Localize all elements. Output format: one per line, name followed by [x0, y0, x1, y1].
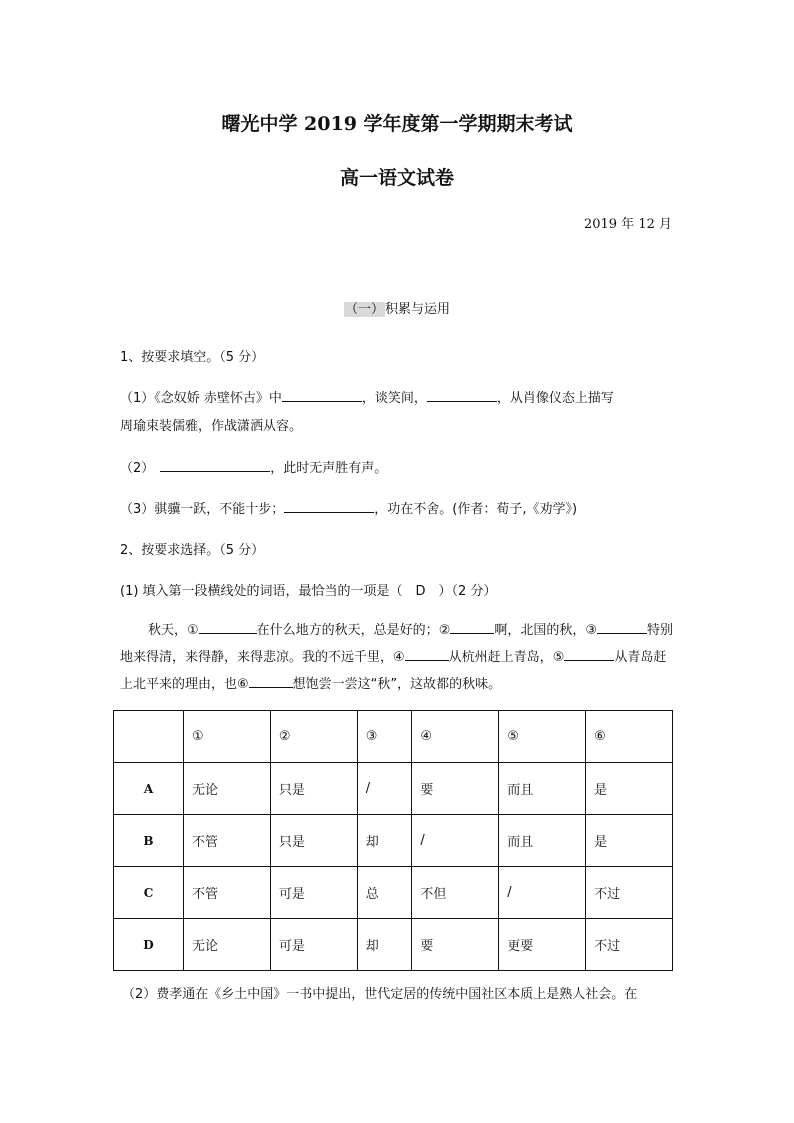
table-cell: 却: [357, 815, 412, 867]
q2-sub2: （2）费孝通在《乡土中国》一书中提出，世代定居的传统中国社区本质上是熟人社会。在: [122, 987, 638, 1002]
table-cell: ④: [412, 711, 499, 763]
table-cell: 只是: [270, 815, 357, 867]
options-table: [113, 710, 673, 971]
table-cell: ⑤: [499, 711, 586, 763]
table-cell: 不过: [586, 919, 673, 971]
table-row-a: [114, 763, 673, 815]
table-cell: /: [499, 867, 586, 919]
table-cell: 无论: [184, 763, 271, 815]
answer-blank[interactable]: [427, 387, 497, 402]
table-cell: ②: [270, 711, 357, 763]
table-cell: /: [412, 815, 499, 867]
answer-blank[interactable]: [160, 457, 270, 472]
passage-text: 啊，北国的秋，: [494, 623, 586, 638]
table-row-c: [114, 867, 673, 919]
table-cell: 不但: [412, 867, 499, 919]
table-cell: 更要: [499, 919, 586, 971]
passage-blank[interactable]: [564, 646, 614, 661]
q1-item1-text-a: （1）《念奴娇 赤壁怀古》中: [120, 391, 282, 406]
section-heading: [0, 298, 794, 317]
section-number: （一）: [344, 302, 384, 317]
q2-sub1: (1) 填入第一段横线处的词语，最恰当的一项是（ D ）（2 分）: [120, 584, 497, 599]
q1-item1-line2: 周瑜束装儒雅，作战潇洒从容。: [120, 419, 303, 434]
marker-4: ④: [393, 650, 405, 665]
table-row-b: [114, 815, 673, 867]
table-cell: 无论: [184, 919, 271, 971]
table-row-d: [114, 919, 673, 971]
table-cell: 却: [357, 919, 412, 971]
table-cell: ①: [184, 711, 271, 763]
table-cell: 是: [586, 763, 673, 815]
table-cell: 只是: [270, 763, 357, 815]
table-cell: ③: [357, 711, 412, 763]
table-cell: /: [357, 763, 412, 815]
passage: [120, 617, 675, 698]
passage-blank[interactable]: [597, 619, 647, 634]
table-cell: 不过: [586, 867, 673, 919]
q1-item1: [120, 387, 675, 406]
table-cell: 要: [412, 763, 499, 815]
q1-heading: 1、按要求填空。（5 分）: [120, 350, 265, 365]
passage-blank[interactable]: [199, 619, 257, 634]
q1-item2-suffix: ，此时无声胜有声。: [270, 461, 388, 476]
table-cell: 是: [586, 815, 673, 867]
answer-blank[interactable]: [284, 498, 374, 513]
q1-item1-text-b: ，谈笑间，: [361, 391, 427, 406]
answer-blank[interactable]: [282, 387, 362, 402]
q1-item3: [120, 498, 675, 517]
marker-2: ②: [438, 623, 451, 638]
table-cell: 可是: [270, 867, 357, 919]
passage-blank[interactable]: [249, 673, 293, 688]
passage-text: 想饱尝一尝这“秋”，这故都的秋味。: [292, 677, 502, 692]
passage-text: 从杭州赶上青岛，: [448, 650, 553, 665]
passage-blank[interactable]: [450, 619, 494, 634]
passage-text: 特别地来得清，来得静，来得悲凉。我的不远千里，: [120, 623, 674, 665]
section-title: 积累与运用: [385, 302, 451, 317]
table-cell: 不管: [184, 815, 271, 867]
exam-title: 曙光中学 2019 学年度第一学期期末考试: [221, 113, 573, 135]
option-label: B: [114, 815, 184, 867]
passage-text: 秋天，: [148, 623, 188, 638]
marker-5: ⑤: [552, 650, 565, 665]
q1-item2-prefix: （2）: [120, 461, 155, 476]
table-cell: 总: [357, 867, 412, 919]
table-cell: 而且: [499, 815, 586, 867]
marker-6: ⑥: [237, 677, 249, 692]
table-cell: 要: [412, 919, 499, 971]
table-header-row: [114, 711, 673, 763]
table-cell: 不管: [184, 867, 271, 919]
option-label: C: [114, 867, 184, 919]
passage-blank[interactable]: [405, 646, 449, 661]
q1-item1-text-c: ，从肖像仪态上描写: [496, 391, 614, 406]
exam-date: 2019 年 12 月: [583, 217, 672, 232]
option-label: D: [114, 919, 184, 971]
q2-heading: 2、按要求选择。（5 分）: [120, 543, 265, 558]
marker-3: ③: [585, 623, 598, 638]
passage-text: 从青岛赶上北平来的理由，也: [120, 650, 667, 692]
q1-item3-text-a: （3）骐骥一跃，不能十步；: [120, 502, 285, 517]
passage-text: 在什么地方的秋天，总是好的；: [256, 623, 439, 638]
exam-subtitle: 高一语文试卷: [339, 167, 454, 189]
table-cell: 而且: [499, 763, 586, 815]
q1-item3-text-b: ，功在不舍。(作者：荀子,《劝学》): [374, 502, 578, 517]
q1-item2: [120, 457, 675, 476]
table-cell: 可是: [270, 919, 357, 971]
table-cell: ⑥: [586, 711, 673, 763]
marker-1: ①: [187, 623, 199, 638]
table-cell: [114, 711, 184, 763]
option-label: A: [114, 763, 184, 815]
